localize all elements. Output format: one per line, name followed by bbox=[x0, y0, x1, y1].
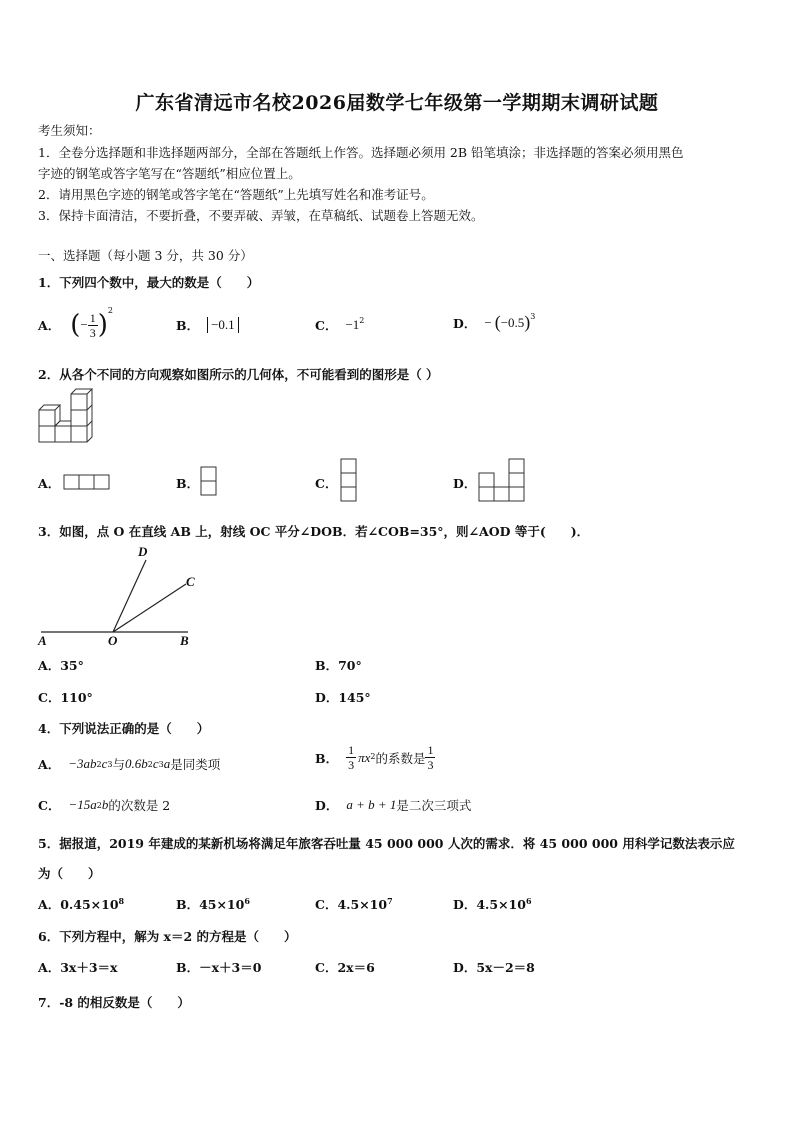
q1-option-a: A． ( − $\frac{1}{3}$ ) $^2$ bbox=[38, 306, 113, 340]
q3-angle-figure bbox=[38, 544, 198, 649]
q7-stem: 7．-8 的相反数是（ ） bbox=[38, 995, 190, 1010]
label-c: C bbox=[186, 574, 195, 589]
q1-a-fraction: $\frac{1}{3}$ bbox=[89, 310, 96, 340]
notice-item-1: 1．全卷分选择题和非选择题两部分，全部在答题纸上作答。选择题必须用 2B 铅笔填涂；非选择题的答案必须用黑色 bbox=[38, 145, 684, 160]
q3-stem: 3．如图，点 O 在直线 AB 上，射线 OC 平分∠DOB．若∠COB=35°，则∠AOD 等于( )． bbox=[38, 524, 590, 539]
q6-stem: 6．下列方程中，解为 x＝2 的方程是（ ） bbox=[38, 929, 297, 944]
q3-option-d: D．145° bbox=[315, 690, 371, 705]
q2-stem: 2．从各个不同的方向观察如图所示的几何体，不可能看到的图形是（ ） bbox=[38, 367, 439, 382]
q2-solid-figure bbox=[38, 392, 94, 444]
q4-stem: 4．下列说法正确的是（ ） bbox=[38, 721, 210, 736]
q1-a-label: A． bbox=[38, 318, 61, 333]
q2-d-label: D． bbox=[453, 476, 477, 491]
q2-option-c-figure bbox=[340, 458, 358, 504]
label-o: O bbox=[108, 633, 118, 648]
q6-option-a: A．3x＋3＝x bbox=[38, 960, 118, 975]
notice-item-2: 2．请用黑色字迹的钢笔或答字笔在“答题纸”上先填写姓名和准考证号。 bbox=[38, 187, 434, 202]
q5-stem-line-2: 为（ ） bbox=[38, 866, 101, 881]
q3-option-b: B．70° bbox=[315, 658, 362, 673]
q3-option-c: C．110° bbox=[38, 690, 93, 705]
q2-option-a-figure bbox=[63, 474, 111, 490]
q1-stem: 1．下列四个数中，最大的数是（ ） bbox=[38, 275, 260, 290]
notice-item-1-cont: 字迹的钢笔或答字笔写在“答题纸”相应位置上。 bbox=[38, 166, 301, 181]
q4-option-c: C． −15a 2 b 的次数是 2 bbox=[38, 797, 171, 813]
q5-option-d: D．$4.5\times 10^6$ bbox=[453, 895, 532, 912]
q2-b-label: B． bbox=[176, 476, 200, 491]
q1-option-b: B． −0.1 bbox=[176, 316, 239, 334]
q3-option-a: A．35° bbox=[38, 658, 84, 673]
q2-option-b-figure bbox=[200, 466, 218, 496]
q5-option-c: C．$4.5\times 10^7$ bbox=[315, 895, 393, 912]
q5-stem-line-1: 5．据报道，2019 年建成的某新机场将满足年旅客吞吐量 45 000 000 人次的需求．将 45 000 000 用科学记数法表示应 bbox=[38, 836, 735, 851]
q1-option-c: C． −1 $^2$ bbox=[315, 316, 365, 333]
q2-c-label: C． bbox=[315, 476, 338, 491]
exam-title: 广东省清远市名校2026届数学七年级第一学期期末调研试题 bbox=[135, 92, 659, 114]
q5-option-b: B．$45\times 10^6$ bbox=[176, 895, 250, 912]
q6-option-b: B．－x＋3＝0 bbox=[176, 960, 262, 975]
label-b: B bbox=[180, 633, 189, 648]
q1-option-d: D． − ( −0.5 ) $^3$ bbox=[453, 312, 536, 332]
q2-option-d-figure bbox=[478, 458, 526, 504]
q4-option-d: D． a + b + 1 是二次三项式 bbox=[315, 797, 472, 813]
q5-option-a: A．$0.45\times 10^8$ bbox=[38, 895, 125, 912]
q6-option-c: C．2x＝6 bbox=[315, 960, 375, 975]
notice-heading: 考生须知： bbox=[38, 123, 101, 138]
q2-a-label: A． bbox=[38, 476, 61, 491]
label-a: A bbox=[38, 633, 47, 648]
label-d: D bbox=[138, 544, 148, 559]
notice-item-3: 3．保持卡面清洁，不要折叠，不要弄破、弄皱，在草稿纸、试题卷上答题无效。 bbox=[38, 208, 484, 223]
q4-option-a: A． −3ab 2 c 3 与 0.6b 2 c 3 a 是同类项 bbox=[38, 756, 221, 772]
section-heading: 一、选择题（每小题 3 分，共 30 分） bbox=[38, 248, 253, 263]
q6-option-d: D．5x－2＝8 bbox=[453, 960, 535, 975]
q4-option-b: B． $\frac{1}{3}$ πx 2 的系数是 $\frac{1}{3}$ bbox=[315, 743, 434, 772]
